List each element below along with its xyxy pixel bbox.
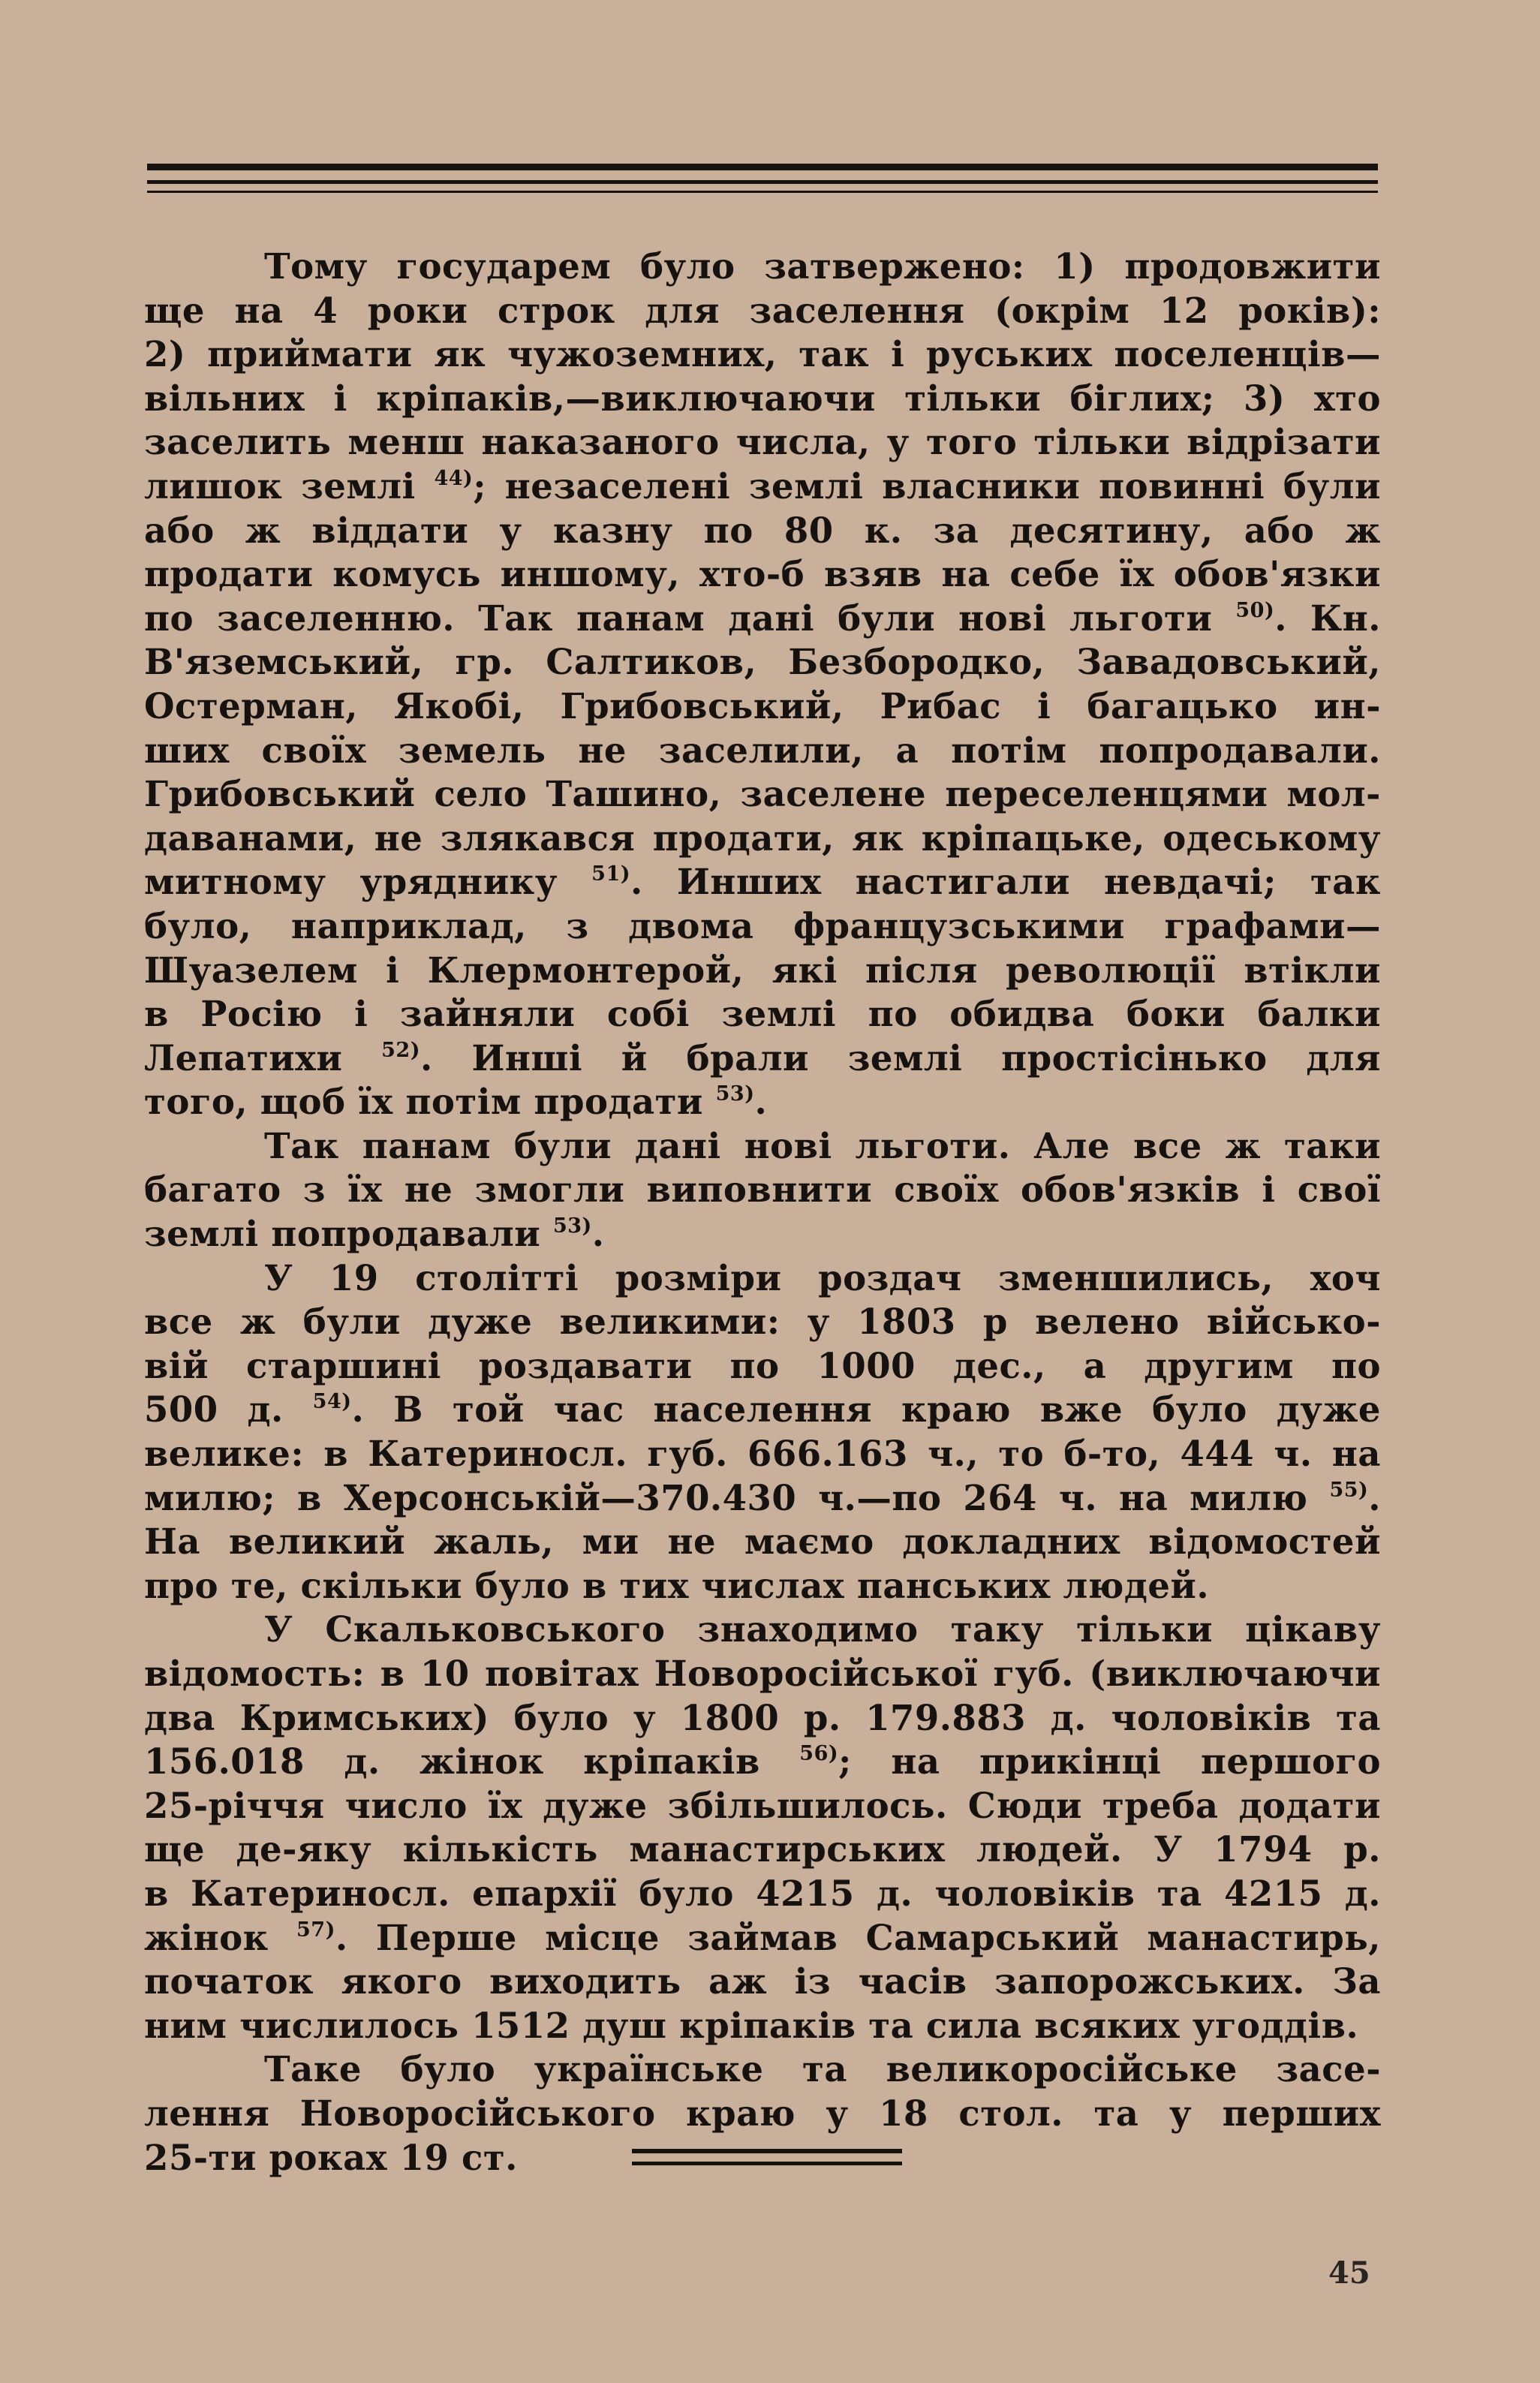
- text-line: в Катериносл. епархії було 4215 д. чоловіків та 4215 д.: [144, 1872, 1381, 1914]
- text-line: ним числилось 1512 душ кріпаків та сила всяких угоддів.: [144, 2004, 1359, 2046]
- text-line: відомость: в 10 повітах Новоросійської губ. (виключаючи: [144, 1653, 1381, 1694]
- text-line: в Росію і зайняли собі землі по обидва боки балки: [144, 993, 1381, 1035]
- text-line: багато з їх не змогли виповнити своїх обов'язків і свої: [144, 1169, 1381, 1211]
- text-line: 25-ти роках 19 ст.: [144, 2136, 518, 2178]
- text-line: 25-річчя число їх дуже збільшилось. Сюди треба додати: [144, 1784, 1381, 1826]
- bottom-rule: [632, 2162, 902, 2165]
- text-line: початок якого виходить аж із часів запорожських. За: [144, 1960, 1381, 2002]
- body-text: [144, 245, 1381, 2180]
- text-line: 500 д. $^{54)}$. В той час населення краю вже було дуже: [144, 1389, 1381, 1431]
- text-line: Тому государем було затвержено: 1) продовжити: [264, 245, 1381, 287]
- text-line: Шуазелем і Клермонтерой, які після революції втікли: [144, 949, 1381, 991]
- text-line: Лепатихи $^{52)}$. Инші й брали землі простісінько для: [144, 1037, 1381, 1079]
- top-rule: [147, 164, 1378, 170]
- footnote-marker: 53): [552, 1214, 592, 1238]
- footnote-marker: 54): [312, 1390, 352, 1414]
- paragraph: [144, 1256, 1381, 1608]
- text-line: два Кримських) було у 1800 р. 179.883 д. чоловіків та: [144, 1696, 1381, 1738]
- text-line: вільних і кріпаків,—виключаючи тільки біглих; 3) хто: [144, 377, 1381, 419]
- paragraph: [144, 1608, 1381, 2048]
- footnote-marker: 53): [715, 1082, 755, 1106]
- text-line: про те, скільки було в тих числах панських людей.: [144, 1564, 1210, 1606]
- text-line: Остерман, Якобі, Грибовський, Рибас і багацько ин-: [144, 685, 1381, 727]
- footnote-marker: 56): [799, 1742, 839, 1766]
- text-line: милю; в Херсонській—370.430 ч.—по 264 ч. на милю $^{55)}$.: [144, 1476, 1381, 1518]
- paragraph: [144, 2048, 1381, 2180]
- text-line: або ж віддати у казну по 80 к. за десятину, або ж: [144, 509, 1381, 551]
- text-line: вій старшині роздавати по 1000 дес., а другим по: [144, 1344, 1381, 1386]
- text-line: заселить менш наказаного числа, у того тільки відрізати: [144, 421, 1381, 463]
- text-line: У Скальковського знаходимо таку тільки цікаву: [264, 1608, 1381, 1650]
- text-line: митному уряднику $^{51)}$. Инших настигали невдачі; так: [144, 861, 1382, 903]
- paragraph: [144, 1124, 1381, 1256]
- text-line: даванами, не злякався продати, як кріпацьке, одеському: [144, 817, 1381, 859]
- text-line: все ж були дуже великими: у 1803 р велено військо-: [144, 1301, 1381, 1343]
- text-line: продати комусь иншому, хто-б взяв на себе їх обов'язки: [144, 553, 1381, 595]
- text-line: Таке було українське та великоросійське засе-: [264, 2048, 1381, 2090]
- text-line: Так панам були дані нові льготи. Але все ж таки: [264, 1124, 1381, 1166]
- text-line: На великий жаль, ми не маємо докладних відомостей: [144, 1521, 1381, 1563]
- top-rule: [147, 191, 1378, 193]
- footnote-marker: 44): [434, 466, 474, 490]
- page-number: 45: [1328, 2255, 1370, 2291]
- text-line: ще на 4 роки строк для заселення (окрім 12 років):: [144, 289, 1381, 331]
- bottom-rule: [632, 2149, 902, 2153]
- paragraph: [144, 245, 1381, 1124]
- text-line: ще де-яку кількість манастирських людей. У 1794 р.: [144, 1828, 1381, 1870]
- text-line: лення Новоросійського краю у 18 стол. та у перших: [144, 2092, 1381, 2134]
- text-line: жінок $^{57)}$. Перше місце займав Самарський манастирь,: [144, 1916, 1381, 1958]
- text-line: 156.018 д. жінок кріпаків $^{56)}$; на прикінці першого: [144, 1741, 1381, 1783]
- text-line: того, щоб їх потім продати $^{53)}$.: [144, 1081, 768, 1123]
- footnote-marker: 51): [591, 862, 631, 886]
- text-line: У 19 столітті розміри роздач зменшились, хоч: [264, 1256, 1381, 1298]
- footnote-marker: 55): [1329, 1478, 1369, 1502]
- footnote-marker: 52): [381, 1038, 420, 1062]
- text-line: ших своїх земель не заселили, а потім попродавали.: [144, 729, 1381, 771]
- text-line: 2) приймати як чужоземних, так і руських поселенців—: [144, 333, 1381, 375]
- top-rule: [147, 180, 1378, 184]
- footnote-marker: 57): [296, 1918, 335, 1942]
- text-line: по заселенню. Так панам дані були нові льготи $^{50)}$. Кн.: [144, 597, 1381, 639]
- text-line: велике: в Катериносл. губ. 666.163 ч., то б-то, 444 ч. на: [144, 1433, 1381, 1475]
- footnote-marker: 50): [1235, 598, 1275, 622]
- text-line: Грибовський село Ташино, заселене переселенцями мол-: [144, 773, 1381, 815]
- text-line: лишок землі $^{44)}$; незаселені землі власники повинні були: [144, 465, 1381, 507]
- text-line: землі попродавали $^{53)}$.: [144, 1213, 605, 1255]
- text-line: було, наприклад, з двома французськими графами—: [144, 904, 1381, 946]
- text-line: В'яземський, гр. Салтиков, Безбородко, Завадовський,: [144, 641, 1381, 683]
